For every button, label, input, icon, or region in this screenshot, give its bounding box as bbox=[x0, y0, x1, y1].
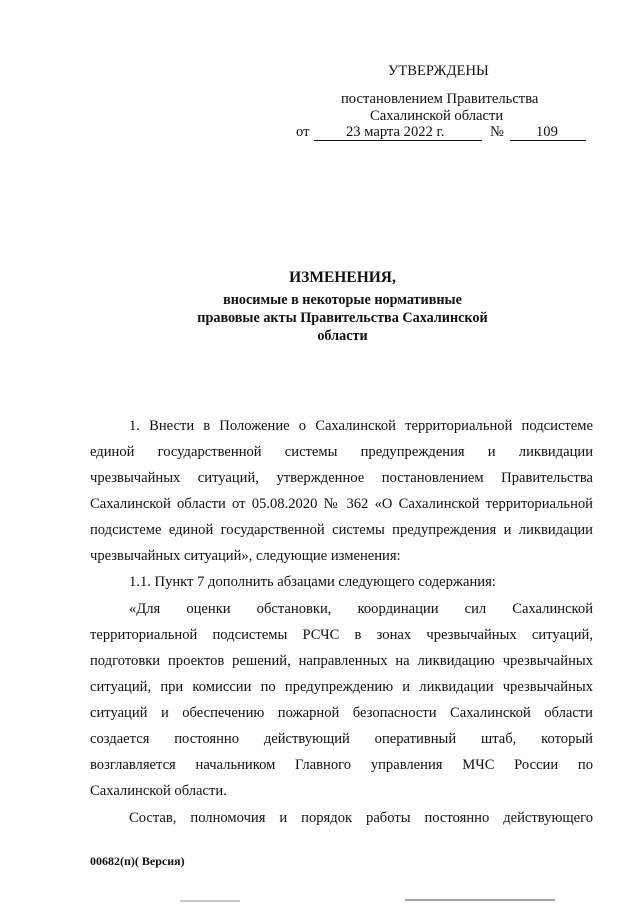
body-line: единой государственной системы предупреждения и ликвидации bbox=[90, 444, 593, 460]
body-line: возглавляется начальником Главного управления МЧС России по bbox=[90, 757, 593, 773]
body-line: подсистеме единой государственной системы предупреждения и ликвидации bbox=[90, 522, 593, 538]
body-line: Сахалинской области. bbox=[90, 783, 227, 799]
body-line: территориальной подсистемы РСЧС в зонах чрезвычайных ситуаций, bbox=[90, 627, 593, 643]
number-underline bbox=[510, 140, 586, 141]
document-subtitle-1: вносимые в некоторые нормативные bbox=[223, 292, 462, 308]
approval-line-1: постановлением Правительства bbox=[341, 91, 539, 107]
body-line: создается постоянно действующий оперативный штаб, который bbox=[90, 731, 593, 747]
document-subtitle-3: области bbox=[317, 328, 368, 344]
body-line: 1.1. Пункт 7 дополнить абзацами следующего содержания: bbox=[129, 574, 496, 590]
body-line: чрезвычайных ситуаций, утвержденное постановлением Правительства bbox=[90, 470, 593, 486]
body-line: 1. Внести в Положение о Сахалинской территориальной подсистеме bbox=[129, 418, 593, 434]
body-line: ситуаций и обеспечению пожарной безопасности Сахалинской области bbox=[90, 705, 593, 721]
body-line: «Для оценки обстановки, координации сил Сахалинской bbox=[129, 601, 593, 617]
body-line: Состав, полномочия и порядок работы постоянно действующего bbox=[129, 810, 593, 826]
approval-line-2: Сахалинской области bbox=[370, 108, 504, 124]
date-underline bbox=[314, 140, 482, 141]
document-footer-code: 00682(п)( Версия) bbox=[90, 854, 185, 868]
body-line: Сахалинской области от 05.08.2020 № 362 «О Сахалинской территориальной bbox=[90, 496, 593, 512]
body-line: чрезвычайных ситуаций», следующие изменения: bbox=[90, 548, 401, 564]
approval-number-label: № bbox=[490, 124, 504, 140]
approval-from-label: от bbox=[296, 124, 310, 140]
document-title: ИЗМЕНЕНИЯ, bbox=[289, 269, 396, 286]
approval-number: 109 bbox=[536, 124, 558, 140]
scan-artifact bbox=[405, 899, 555, 901]
body-line: подготовки проектов решений, направленных на ликвидацию чрезвычайных bbox=[90, 653, 593, 669]
body-line: ситуаций, при комиссии по предупреждению и ликвидации чрезвычайных bbox=[90, 679, 593, 695]
document-subtitle-2: правовые акты Правительства Сахалинской bbox=[197, 310, 488, 326]
scan-artifact bbox=[180, 900, 240, 902]
approval-date: 23 марта 2022 г. bbox=[346, 124, 445, 140]
approval-heading: УТВЕРЖДЕНЫ bbox=[388, 63, 489, 79]
